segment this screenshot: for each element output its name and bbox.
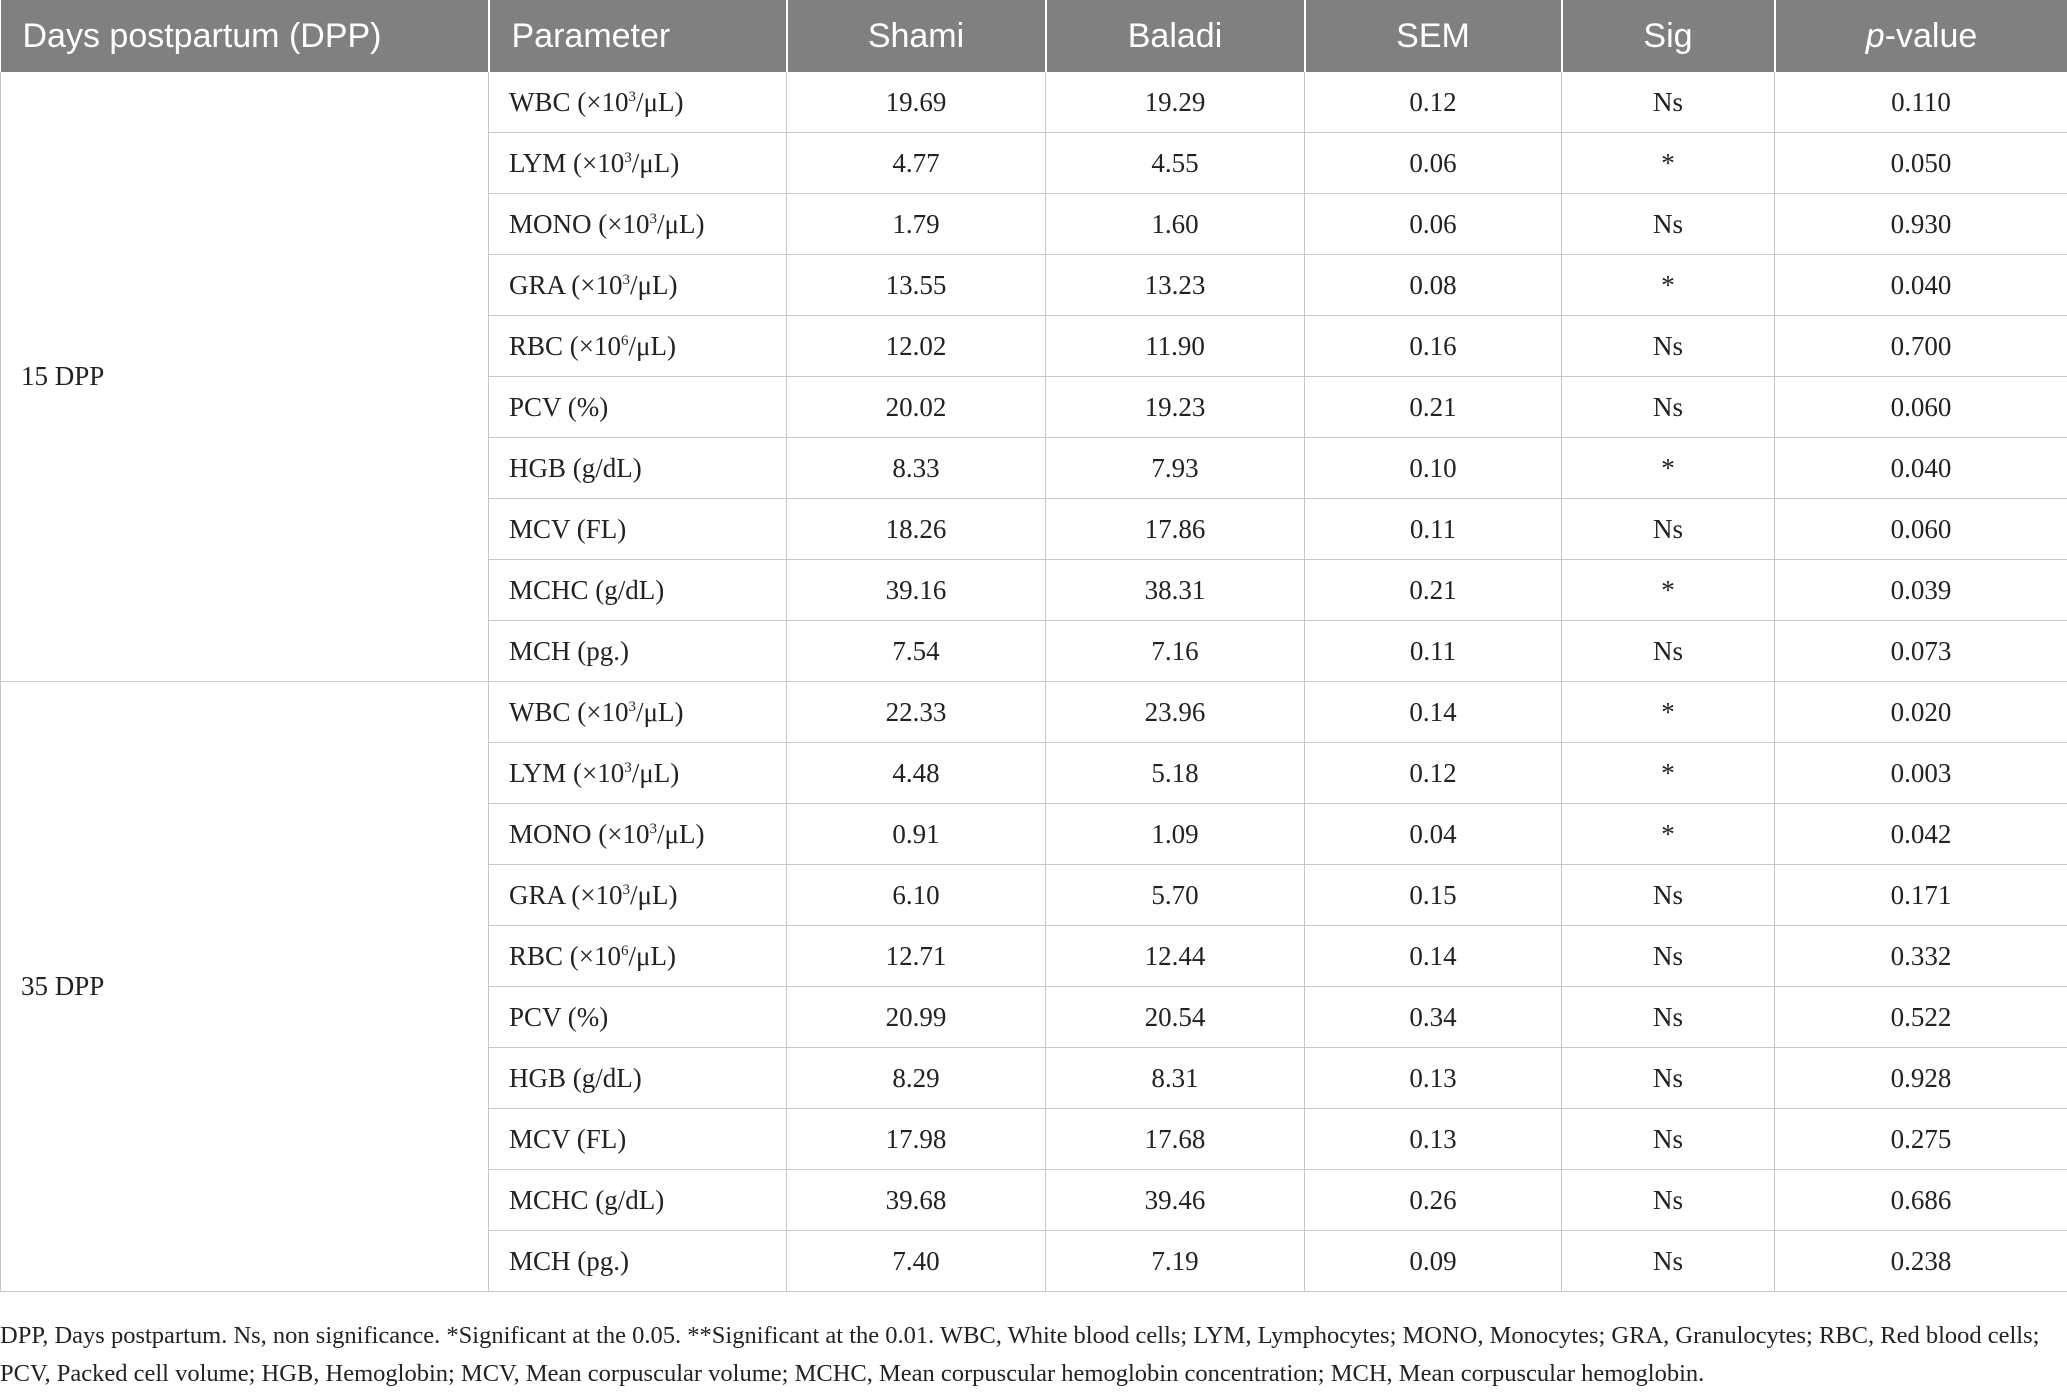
pvalue-cell: 0.050 [1775,133,2067,194]
baladi-cell: 39.46 [1046,1170,1305,1231]
sem-cell: 0.10 [1305,438,1562,499]
shami-cell: 22.33 [787,682,1046,743]
pvalue-cell: 0.060 [1775,377,2067,438]
baladi-cell: 38.31 [1046,560,1305,621]
sem-cell: 0.26 [1305,1170,1562,1231]
baladi-cell: 17.68 [1046,1109,1305,1170]
pvalue-cell: 0.042 [1775,804,2067,865]
shami-cell: 20.02 [787,377,1046,438]
parameter-cell [489,804,787,865]
header-pvalue-italic: p [1865,16,1885,55]
pvalue-cell: 0.040 [1775,255,2067,316]
parameter-name: MCH (pg.) [509,635,629,666]
parameter-name: HGB (g/dL) [509,452,642,483]
sig-cell: Ns [1562,987,1775,1048]
shami-cell: 0.91 [787,804,1046,865]
parameter-cell [489,682,787,743]
group-label: 15 DPP [1,72,489,682]
baladi-cell: 13.23 [1046,255,1305,316]
parameter-cell [489,743,787,804]
shami-cell: 6.10 [787,865,1046,926]
parameter-name: MCV (FL) [509,513,627,544]
parameter-name: LYM (×10 [509,757,625,788]
parameter-exponent: 3 [624,149,632,166]
parameter-cell [489,316,787,377]
sig-cell: Ns [1562,1048,1775,1109]
sem-cell: 0.04 [1305,804,1562,865]
header-sem: SEM [1305,0,1562,72]
baladi-cell: 7.19 [1046,1231,1305,1292]
pvalue-cell: 0.238 [1775,1231,2067,1292]
sem-cell: 0.11 [1305,621,1562,682]
baladi-cell: 12.44 [1046,926,1305,987]
baladi-cell: 1.60 [1046,194,1305,255]
parameter-cell [489,72,787,133]
sig-cell: * [1562,438,1775,499]
pvalue-cell: 0.928 [1775,1048,2067,1109]
parameter-cell [489,987,787,1048]
pvalue-cell: 0.332 [1775,926,2067,987]
parameter-exponent: 3 [649,210,657,227]
sem-cell: 0.13 [1305,1109,1562,1170]
parameter-name: PCV (%) [509,391,609,422]
parameter-unit: /μL) [629,269,678,300]
sig-cell: Ns [1562,194,1775,255]
sig-cell: Ns [1562,72,1775,133]
shami-cell: 4.77 [787,133,1046,194]
parameter-unit: /μL) [631,757,680,788]
parameter-name: MCH (pg.) [509,1245,629,1276]
pvalue-cell: 0.110 [1775,72,2067,133]
shami-cell: 7.54 [787,621,1046,682]
baladi-cell: 19.23 [1046,377,1305,438]
parameter-cell [489,1231,787,1292]
parameter-cell [489,194,787,255]
parameter-name: GRA (×10 [509,269,623,300]
sem-cell: 0.14 [1305,926,1562,987]
sem-cell: 0.06 [1305,194,1562,255]
parameter-unit: /μL) [629,879,678,910]
sem-cell: 0.12 [1305,743,1562,804]
parameter-cell [489,621,787,682]
sem-cell: 0.08 [1305,255,1562,316]
shami-cell: 39.16 [787,560,1046,621]
header-shami: Shami [787,0,1046,72]
header-parameter: Parameter [489,0,787,72]
sig-cell: Ns [1562,499,1775,560]
parameter-name: MCV (FL) [509,1123,627,1154]
sig-cell: Ns [1562,1109,1775,1170]
pvalue-cell: 0.700 [1775,316,2067,377]
parameter-unit: /μL) [635,86,684,117]
table-row [1,72,2067,133]
parameter-exponent: 3 [624,759,632,776]
sig-cell: * [1562,804,1775,865]
parameter-cell [489,133,787,194]
baladi-cell: 23.96 [1046,682,1305,743]
parameter-name: GRA (×10 [509,879,623,910]
parameter-exponent: 3 [628,698,636,715]
shami-cell: 17.98 [787,1109,1046,1170]
sem-cell: 0.09 [1305,1231,1562,1292]
pvalue-cell: 0.020 [1775,682,2067,743]
sem-cell: 0.11 [1305,499,1562,560]
table-body [1,72,2067,1292]
pvalue-cell: 0.275 [1775,1109,2067,1170]
parameter-unit: /μL) [656,818,705,849]
baladi-cell: 1.09 [1046,804,1305,865]
parameter-exponent: 3 [622,881,630,898]
sem-cell: 0.34 [1305,987,1562,1048]
shami-cell: 39.68 [787,1170,1046,1231]
sem-cell: 0.21 [1305,377,1562,438]
header-row [1,0,2067,72]
baladi-cell: 19.29 [1046,72,1305,133]
parameter-exponent: 6 [621,942,629,959]
baladi-cell: 11.90 [1046,316,1305,377]
sig-cell: Ns [1562,621,1775,682]
parameter-cell [489,1048,787,1109]
pvalue-cell: 0.686 [1775,1170,2067,1231]
parameter-name: WBC (×10 [509,86,629,117]
parameter-name: RBC (×10 [509,940,621,971]
parameter-cell [489,865,787,926]
baladi-cell: 5.70 [1046,865,1305,926]
pvalue-cell: 0.522 [1775,987,2067,1048]
parameter-unit: /μL) [635,696,684,727]
pvalue-cell: 0.003 [1775,743,2067,804]
header-baladi: Baladi [1046,0,1305,72]
sig-cell: Ns [1562,865,1775,926]
sem-cell: 0.13 [1305,1048,1562,1109]
parameter-cell [489,1170,787,1231]
sig-cell: * [1562,560,1775,621]
shami-cell: 12.02 [787,316,1046,377]
parameter-unit: /μL) [628,940,676,971]
shami-cell: 7.40 [787,1231,1046,1292]
parameter-cell [489,560,787,621]
parameter-cell [489,377,787,438]
baladi-cell: 7.93 [1046,438,1305,499]
pvalue-cell: 0.039 [1775,560,2067,621]
header-pvalue [1775,0,2067,72]
shami-cell: 20.99 [787,987,1046,1048]
parameter-name: RBC (×10 [509,330,621,361]
header-sig: Sig [1562,0,1775,72]
parameter-name: WBC (×10 [509,696,629,727]
shami-cell: 8.29 [787,1048,1046,1109]
sem-cell: 0.12 [1305,72,1562,133]
sem-cell: 0.15 [1305,865,1562,926]
baladi-cell: 17.86 [1046,499,1305,560]
sig-cell: * [1562,743,1775,804]
pvalue-cell: 0.040 [1775,438,2067,499]
parameter-exponent: 3 [628,88,636,105]
parameter-name: MCHC (g/dL) [509,574,665,605]
parameter-exponent: 3 [649,820,657,837]
pvalue-cell: 0.073 [1775,621,2067,682]
parameter-name: MONO (×10 [509,208,650,239]
header-pvalue-rest: -value [1884,16,1978,55]
baladi-cell: 8.31 [1046,1048,1305,1109]
sig-cell: Ns [1562,316,1775,377]
pvalue-cell: 0.930 [1775,194,2067,255]
shami-cell: 1.79 [787,194,1046,255]
group-label: 35 DPP [1,682,489,1292]
parameter-unit: /μL) [628,330,676,361]
parameter-cell [489,255,787,316]
sig-cell: Ns [1562,1231,1775,1292]
sig-cell: Ns [1562,926,1775,987]
parameter-exponent: 3 [622,271,630,288]
parameter-unit: /μL) [631,147,680,178]
table-footnote: DPP, Days postpartum. Ns, non significance. *Significant at the 0.05. **Significant at the 0.01. WBC, White blood cells; LYM, Lymphocytes; MONO, Monocytes; GRA, Granulocytes; RBC, Red blood cells; PCV, Packed cell volume; HGB, Hemoglobin; MCV, Mean corpuscular volume; MCHC, Mean corpuscular hemoglobin concentration; MCH, Mean corpuscular hemoglobin. [0,1322,2040,1387]
shami-cell: 13.55 [787,255,1046,316]
parameter-cell [489,1109,787,1170]
shami-cell: 8.33 [787,438,1046,499]
table-row [1,682,2067,743]
parameter-unit: /μL) [656,208,705,239]
sem-cell: 0.14 [1305,682,1562,743]
shami-cell: 19.69 [787,72,1046,133]
sem-cell: 0.21 [1305,560,1562,621]
pvalue-cell: 0.171 [1775,865,2067,926]
pvalue-cell: 0.060 [1775,499,2067,560]
parameter-cell [489,926,787,987]
parameter-name: MCHC (g/dL) [509,1184,665,1215]
parameter-cell [489,438,787,499]
parameter-cell [489,499,787,560]
parameter-name: LYM (×10 [509,147,625,178]
baladi-cell: 4.55 [1046,133,1305,194]
shami-cell: 12.71 [787,926,1046,987]
header-dpp: Days postpartum (DPP) [1,0,489,72]
table-header [1,0,2067,72]
parameter-name: MONO (×10 [509,818,650,849]
sig-cell: * [1562,682,1775,743]
baladi-cell: 5.18 [1046,743,1305,804]
sig-cell: Ns [1562,1170,1775,1231]
parameter-name: HGB (g/dL) [509,1062,642,1093]
sem-cell: 0.16 [1305,316,1562,377]
baladi-cell: 20.54 [1046,987,1305,1048]
shami-cell: 4.48 [787,743,1046,804]
parameter-name: PCV (%) [509,1001,609,1032]
baladi-cell: 7.16 [1046,621,1305,682]
sig-cell: * [1562,255,1775,316]
shami-cell: 18.26 [787,499,1046,560]
sem-cell: 0.06 [1305,133,1562,194]
parameter-exponent: 6 [621,332,629,349]
sig-cell: Ns [1562,377,1775,438]
sig-cell: * [1562,133,1775,194]
